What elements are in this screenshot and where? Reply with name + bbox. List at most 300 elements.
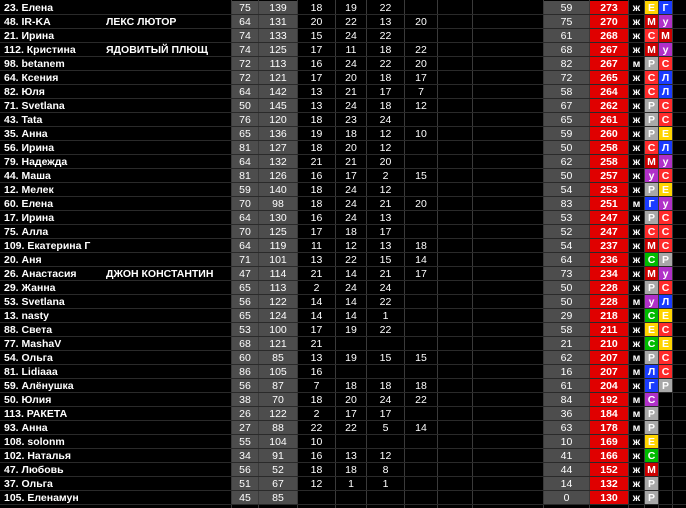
score-cell: 12 xyxy=(367,449,404,463)
group-badge: Е xyxy=(659,127,672,141)
score-cell xyxy=(405,183,437,197)
score-cell xyxy=(405,407,437,421)
participant-name: 112. Кристина xyxy=(4,44,76,56)
score-cell: 50 xyxy=(232,99,258,113)
score-cell xyxy=(438,281,472,295)
table-row[interactable] xyxy=(0,477,686,491)
score-cell xyxy=(405,211,437,225)
score-cell: 20 xyxy=(405,57,437,71)
score-cell: 18 xyxy=(405,239,437,253)
score-cell: 262 xyxy=(590,99,628,113)
table-row[interactable] xyxy=(0,253,686,267)
score-cell: 85 xyxy=(259,491,297,505)
score-cell xyxy=(298,491,335,505)
score-cell xyxy=(438,197,472,211)
gender-cell: ж xyxy=(632,380,641,392)
row-divider xyxy=(0,504,686,505)
table-row[interactable] xyxy=(0,183,686,197)
group-badge: Р xyxy=(645,57,658,71)
score-cell: 22 xyxy=(298,421,335,435)
score-cell: 5 xyxy=(367,421,404,435)
gender-cell: ж xyxy=(632,100,641,112)
score-cell: 64 xyxy=(232,15,258,29)
score-cell: 11 xyxy=(336,43,366,57)
score-cell: 114 xyxy=(259,267,297,281)
score-cell: 63 xyxy=(544,421,589,435)
group-badge: С xyxy=(659,113,672,127)
participant-name: 56. Ирина xyxy=(4,142,55,154)
score-cell: 124 xyxy=(259,309,297,323)
table-row[interactable] xyxy=(0,393,686,407)
score-cell: 17 xyxy=(298,323,335,337)
score-cell: 64 xyxy=(232,239,258,253)
score-cell: 65 xyxy=(544,113,589,127)
group-badge xyxy=(659,421,672,435)
gender-cell: ж xyxy=(632,170,641,182)
score-cell: 14 xyxy=(544,477,589,491)
score-cell: 13 xyxy=(298,351,335,365)
score-cell: 192 xyxy=(590,393,628,407)
table-row[interactable] xyxy=(0,491,686,505)
score-cell: 56 xyxy=(232,379,258,393)
score-cell xyxy=(438,323,472,337)
score-cell xyxy=(367,491,404,505)
score-cell: 12 xyxy=(367,141,404,155)
table-row[interactable] xyxy=(0,127,686,141)
table-row[interactable] xyxy=(0,71,686,85)
score-cell: 113 xyxy=(259,281,297,295)
group-badge: С xyxy=(645,253,658,267)
table-row[interactable] xyxy=(0,225,686,239)
score-cell: 17 xyxy=(336,169,366,183)
score-cell: 7 xyxy=(405,85,437,99)
score-cell: 22 xyxy=(367,57,404,71)
score-cell: 18 xyxy=(336,463,366,477)
group-badge: М xyxy=(645,15,658,29)
score-cell: 125 xyxy=(259,43,297,57)
score-cell: 247 xyxy=(590,225,628,239)
group-badge: С xyxy=(659,99,672,113)
score-cell: 17 xyxy=(367,225,404,239)
score-cell xyxy=(438,449,472,463)
score-cell xyxy=(405,29,437,43)
group-badge: С xyxy=(645,225,658,239)
group-badge: Р xyxy=(645,407,658,421)
group-badge: у xyxy=(659,267,672,281)
score-cell: 23 xyxy=(336,113,366,127)
score-cell xyxy=(438,57,472,71)
score-cell: 145 xyxy=(259,99,297,113)
participant-name: 88. Света xyxy=(4,324,53,336)
score-cell: 50 xyxy=(544,281,589,295)
group-badge: С xyxy=(659,351,672,365)
score-cell: 74 xyxy=(232,43,258,57)
score-cell: 85 xyxy=(259,351,297,365)
participant-name: 75. Алла xyxy=(4,226,49,238)
score-cell: 22 xyxy=(367,295,404,309)
table-row[interactable] xyxy=(0,421,686,435)
score-cell: 18 xyxy=(298,463,335,477)
table-row[interactable] xyxy=(0,351,686,365)
table-row[interactable] xyxy=(0,57,686,71)
group-badge: С xyxy=(645,85,658,99)
group-badge: Е xyxy=(645,435,658,449)
score-cell xyxy=(405,309,437,323)
score-cell: 59 xyxy=(544,127,589,141)
score-cell: 24 xyxy=(367,281,404,295)
score-cell: 132 xyxy=(259,155,297,169)
score-cell: 18 xyxy=(298,141,335,155)
table-row[interactable] xyxy=(0,113,686,127)
score-cell: 2 xyxy=(367,169,404,183)
score-cell: 1 xyxy=(367,309,404,323)
gender-cell: ж xyxy=(632,16,641,28)
score-cell: 104 xyxy=(259,435,297,449)
score-cell: 234 xyxy=(590,267,628,281)
participant-name: 59. Алёнушка xyxy=(4,380,74,392)
score-cell xyxy=(367,365,404,379)
group-badge: Л xyxy=(659,71,672,85)
score-cell xyxy=(438,295,472,309)
score-cell xyxy=(336,491,366,505)
score-cell: 87 xyxy=(259,379,297,393)
group-badge: М xyxy=(645,43,658,57)
group-badge: Л xyxy=(645,365,658,379)
group-badge: Р xyxy=(645,99,658,113)
score-cell xyxy=(405,281,437,295)
score-cell: 24 xyxy=(367,393,404,407)
group-badge: Е xyxy=(659,183,672,197)
score-cell: 15 xyxy=(405,169,437,183)
score-cell: 20 xyxy=(367,155,404,169)
score-cell xyxy=(405,1,437,15)
score-cell xyxy=(405,113,437,127)
score-cell xyxy=(438,127,472,141)
score-cell xyxy=(438,435,472,449)
score-cell: 257 xyxy=(590,169,628,183)
group-badge: С xyxy=(645,29,658,43)
score-cell xyxy=(405,323,437,337)
score-cell xyxy=(405,463,437,477)
score-cell: 86 xyxy=(232,365,258,379)
score-cell: 72 xyxy=(232,57,258,71)
table-row[interactable] xyxy=(0,449,686,463)
score-cell: 15 xyxy=(367,253,404,267)
group-badge: Р xyxy=(645,351,658,365)
participant-name: 108. solonm xyxy=(4,436,65,448)
score-cell: 15 xyxy=(367,351,404,365)
table-row[interactable] xyxy=(0,463,686,477)
table-row[interactable] xyxy=(0,309,686,323)
table-row[interactable] xyxy=(0,435,686,449)
table-row[interactable] xyxy=(0,267,686,281)
group-badge: С xyxy=(645,449,658,463)
score-cell: 21 xyxy=(336,155,366,169)
table-row[interactable] xyxy=(0,99,686,113)
score-cell: 84 xyxy=(544,393,589,407)
gender-cell: ж xyxy=(632,226,641,238)
score-cell: 8 xyxy=(367,463,404,477)
score-cell: 76 xyxy=(232,113,258,127)
score-cell: 18 xyxy=(298,197,335,211)
score-cell: 122 xyxy=(259,407,297,421)
score-cell: 44 xyxy=(544,463,589,477)
score-cell: 58 xyxy=(544,85,589,99)
score-cell: 270 xyxy=(590,15,628,29)
score-cell: 74 xyxy=(232,29,258,43)
gender-cell: м xyxy=(632,58,641,70)
score-cell: 14 xyxy=(298,295,335,309)
score-cell: 21 xyxy=(367,197,404,211)
score-cell: 14 xyxy=(336,267,366,281)
score-cell: 236 xyxy=(590,253,628,267)
score-cell: 64 xyxy=(544,253,589,267)
score-cell: 18 xyxy=(367,379,404,393)
table-row[interactable] xyxy=(0,337,686,351)
gender-cell: ж xyxy=(632,268,641,280)
score-cell: 24 xyxy=(336,183,366,197)
score-cell: 22 xyxy=(336,421,366,435)
group-badge xyxy=(659,491,672,505)
participant-name: 64. Ксения xyxy=(4,72,59,84)
group-badge: С xyxy=(659,225,672,239)
score-cell: 119 xyxy=(259,239,297,253)
score-cell xyxy=(438,99,472,113)
score-cell xyxy=(405,141,437,155)
group-badge: С xyxy=(645,71,658,85)
gender-cell: м xyxy=(632,352,641,364)
score-cell: 73 xyxy=(544,267,589,281)
score-cell: 13 xyxy=(336,449,366,463)
score-cell: 207 xyxy=(590,351,628,365)
score-cell: 20 xyxy=(298,15,335,29)
table-row[interactable] xyxy=(0,365,686,379)
score-cell: 29 xyxy=(544,309,589,323)
score-cell: 36 xyxy=(544,407,589,421)
score-cell: 210 xyxy=(590,337,628,351)
table-row[interactable] xyxy=(0,379,686,393)
score-cell xyxy=(438,365,472,379)
score-cell xyxy=(438,113,472,127)
participant-name: 60. Елена xyxy=(4,198,54,210)
table-row[interactable] xyxy=(0,169,686,183)
score-cell: 121 xyxy=(259,337,297,351)
score-cell: 125 xyxy=(259,225,297,239)
score-cell: 22 xyxy=(336,253,366,267)
score-cell: 260 xyxy=(590,127,628,141)
participant-name: 77. MashaV xyxy=(4,338,62,350)
table-row[interactable] xyxy=(0,43,686,57)
group-badge: Л xyxy=(659,141,672,155)
score-cell: 64 xyxy=(232,211,258,225)
score-cell: 24 xyxy=(336,29,366,43)
group-badge: М xyxy=(645,267,658,281)
group-badge: Е xyxy=(645,323,658,337)
gender-cell: ж xyxy=(632,436,641,448)
group-badge: М xyxy=(645,463,658,477)
score-cell: 17 xyxy=(367,407,404,421)
group-badge xyxy=(659,463,672,477)
table-row[interactable] xyxy=(0,197,686,211)
gender-cell: м xyxy=(632,394,641,406)
gender-cell: м xyxy=(632,366,641,378)
table-row[interactable] xyxy=(0,295,686,309)
score-cell: 83 xyxy=(544,197,589,211)
score-cell: 14 xyxy=(405,253,437,267)
score-cell: 20 xyxy=(336,393,366,407)
participant-name: 82. Юля xyxy=(4,86,45,98)
table-row[interactable] xyxy=(0,211,686,225)
score-cell: 18 xyxy=(367,71,404,85)
score-cell: 62 xyxy=(544,351,589,365)
score-cell: 133 xyxy=(259,29,297,43)
score-cell: 18 xyxy=(336,127,366,141)
score-cell: 132 xyxy=(590,477,628,491)
score-cell: 100 xyxy=(259,323,297,337)
score-cell: 218 xyxy=(590,309,628,323)
gender-cell: ж xyxy=(632,478,641,490)
score-cell: 251 xyxy=(590,197,628,211)
score-cell: 17 xyxy=(405,71,437,85)
score-cell: 130 xyxy=(259,211,297,225)
score-cell: 18 xyxy=(298,1,335,15)
table-row[interactable] xyxy=(0,15,686,29)
score-cell: 261 xyxy=(590,113,628,127)
score-cell: 70 xyxy=(259,393,297,407)
score-cell: 24 xyxy=(336,281,366,295)
participant-name: 48. IR-KA xyxy=(4,16,51,28)
table-row[interactable] xyxy=(0,323,686,337)
score-cell: 50 xyxy=(544,141,589,155)
group-badge: Г xyxy=(645,197,658,211)
score-cell: 127 xyxy=(259,141,297,155)
score-cell: 50 xyxy=(544,295,589,309)
participant-name: 93. Анна xyxy=(4,422,48,434)
score-cell: 54 xyxy=(544,239,589,253)
score-cell: 68 xyxy=(544,43,589,57)
group-badge: М xyxy=(645,239,658,253)
score-cell: 58 xyxy=(544,323,589,337)
score-cell: 273 xyxy=(590,1,628,15)
score-cell: 2 xyxy=(298,281,335,295)
score-cell: 1 xyxy=(336,477,366,491)
score-cell xyxy=(438,211,472,225)
score-cell: 75 xyxy=(544,15,589,29)
score-cell: 14 xyxy=(336,309,366,323)
character-role: ЛЕКС ЛЮТОР xyxy=(106,16,177,28)
score-cell: 18 xyxy=(367,99,404,113)
score-cell xyxy=(438,71,472,85)
table-row[interactable] xyxy=(0,29,686,43)
score-cell: 26 xyxy=(232,407,258,421)
group-badge: М xyxy=(659,29,672,43)
gender-cell: ж xyxy=(632,282,641,294)
score-cell xyxy=(438,155,472,169)
score-cell xyxy=(438,253,472,267)
score-cell: 258 xyxy=(590,141,628,155)
participant-name: 81. Lidiaaa xyxy=(4,366,58,378)
score-cell: 10 xyxy=(544,435,589,449)
score-cell: 64 xyxy=(232,85,258,99)
group-badge: Р xyxy=(645,491,658,505)
gender-cell: ж xyxy=(632,212,641,224)
score-cell: 68 xyxy=(232,337,258,351)
group-badge xyxy=(659,435,672,449)
score-cell: 53 xyxy=(544,211,589,225)
score-cell: 17 xyxy=(298,43,335,57)
score-cell: 41 xyxy=(544,449,589,463)
group-badge: у xyxy=(645,295,658,309)
table-row[interactable] xyxy=(0,1,686,15)
table-row[interactable] xyxy=(0,85,686,99)
score-cell xyxy=(438,491,472,505)
score-cell xyxy=(367,337,404,351)
gender-cell: ж xyxy=(632,142,641,154)
table-row[interactable] xyxy=(0,239,686,253)
table-row[interactable] xyxy=(0,281,686,295)
gender-cell: м xyxy=(632,408,641,420)
score-cell xyxy=(438,379,472,393)
score-cell: 20 xyxy=(405,15,437,29)
score-cell: 21 xyxy=(298,155,335,169)
group-badge: С xyxy=(645,309,658,323)
score-cell: 45 xyxy=(232,491,258,505)
score-cell: 264 xyxy=(590,85,628,99)
group-badge: Р xyxy=(645,281,658,295)
score-cell: 14 xyxy=(298,309,335,323)
table-row[interactable] xyxy=(0,141,686,155)
participant-name: 13. nasty xyxy=(4,310,49,322)
group-badge xyxy=(659,393,672,407)
score-cell: 55 xyxy=(232,435,258,449)
table-row[interactable] xyxy=(0,155,686,169)
score-cell: 228 xyxy=(590,295,628,309)
score-cell: 12 xyxy=(367,127,404,141)
score-cell: 15 xyxy=(298,29,335,43)
score-cell: 59 xyxy=(544,1,589,15)
participant-name: 26. Анастасия xyxy=(4,268,77,280)
score-cell: 21 xyxy=(298,337,335,351)
score-cell: 59 xyxy=(232,183,258,197)
score-cell: 17 xyxy=(367,85,404,99)
group-badge: С xyxy=(645,337,658,351)
score-cell: 70 xyxy=(232,225,258,239)
gender-cell: ж xyxy=(632,114,641,126)
score-cell: 0 xyxy=(544,491,589,505)
participant-name: 21. Ирина xyxy=(4,30,55,42)
score-cell xyxy=(438,169,472,183)
score-cell: 228 xyxy=(590,281,628,295)
score-cell: 18 xyxy=(336,225,366,239)
score-cell xyxy=(405,155,437,169)
score-cell xyxy=(405,337,437,351)
score-cell: 131 xyxy=(259,15,297,29)
score-cell: 105 xyxy=(259,365,297,379)
score-cell: 72 xyxy=(544,71,589,85)
score-cell: 11 xyxy=(298,239,335,253)
group-badge: Р xyxy=(645,127,658,141)
gender-cell: ж xyxy=(632,2,641,14)
score-cell: 21 xyxy=(336,85,366,99)
group-badge: у xyxy=(659,155,672,169)
score-cell: 16 xyxy=(298,57,335,71)
gender-cell: ж xyxy=(632,450,641,462)
group-badge xyxy=(659,477,672,491)
table-row[interactable] xyxy=(0,407,686,421)
score-cell: 62 xyxy=(544,155,589,169)
score-cell: 20 xyxy=(336,141,366,155)
score-cell: 16 xyxy=(298,365,335,379)
